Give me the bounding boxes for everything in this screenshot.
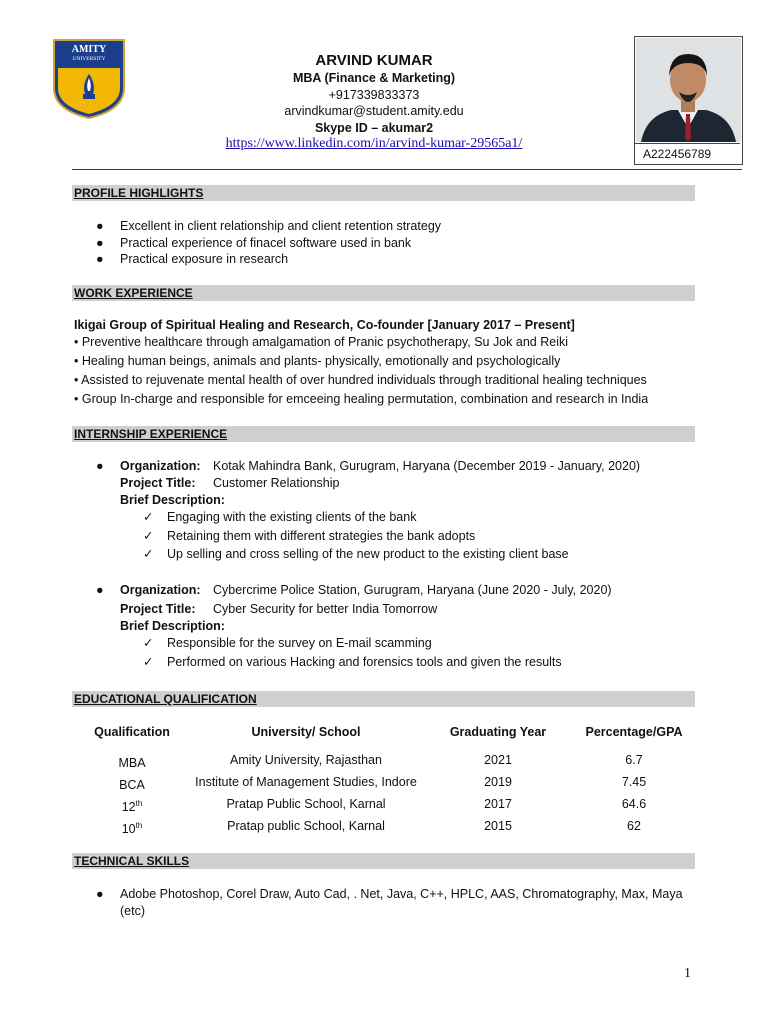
table-header: Percentage/GPA [585, 725, 683, 739]
section-work-experience [72, 285, 695, 301]
list-item-text: Up selling and cross selling of the new product to the existing client base [167, 547, 569, 561]
amity-university-logo [52, 38, 126, 120]
table-cell: BCA [119, 778, 145, 793]
project-label: Project Title: [120, 602, 196, 616]
candidate-degree: MBA (Finance & Marketing) [292, 71, 456, 85]
table-cell: 62 [627, 819, 641, 833]
brief-description-label: Brief Description: [120, 493, 225, 507]
table-cell: Pratap Public School, Karnal [226, 797, 386, 811]
project-label: Project Title: [120, 476, 196, 490]
logo-text-amity: AMITY [71, 44, 107, 55]
list-item: ● Practical experience of finacel software used in bank [96, 236, 412, 250]
table-cell: Pratap public School, Karnal [227, 819, 385, 833]
table-cell: 12th [121, 799, 143, 815]
table-header: Qualification [94, 725, 170, 739]
list-item: ✓ Up selling and cross selling of the new product to the existing client base [143, 547, 569, 561]
list-item-text: Adobe Photoshop, Corel Draw, Auto Cad, . Net, Java, C++, HPLC, AAS, Chromatography, Max, Maya [120, 887, 683, 901]
table-cell: 2017 [484, 797, 512, 811]
work-item: • Preventive healthcare through amalgamation of Pranic psychotherapy, Su Jok and Reiki [74, 335, 569, 349]
table-cell: 2021 [484, 753, 512, 767]
list-item-text: Responsible for the survey on E-mail scamming [167, 636, 432, 650]
list-item-text: Performed on various Hacking and forensics tools and given the results [167, 655, 562, 669]
list-item-continuation: (etc) [120, 904, 145, 918]
list-item: ● Practical exposure in research [96, 252, 289, 266]
page-number: 1 [684, 966, 691, 981]
organization-label: Organization: [120, 583, 201, 597]
organization-value: Kotak Mahindra Bank, Gurugram, Haryana (December 2019 - January, 2020) [213, 459, 641, 473]
list-item: ● Excellent in client relationship and client retention strategy [96, 219, 442, 233]
internship-organization: ● Organization: Kotak Mahindra Bank, Gurugram, Haryana (December 2019 - January, 2020) [96, 459, 641, 473]
list-item: ● Adobe Photoshop, Corel Draw, Auto Cad, . Net, Java, C++, HPLC, AAS, Chromatography, Max, Maya [96, 887, 683, 901]
linkedin-link[interactable]: https://www.linkedin.com/in/arvind-kumar-29565a1/ [225, 136, 523, 151]
logo-text-university: UNIVERSITY [72, 56, 106, 62]
table-cell: 6.7 [625, 753, 643, 767]
section-title: INTERNSHIP EXPERIENCE [74, 427, 228, 441]
internship-project [120, 475, 339, 492]
internship-project [120, 601, 437, 618]
list-item: ✓ Engaging with the existing clients of the bank [143, 510, 417, 524]
section-title: WORK EXPERIENCE [74, 286, 193, 300]
list-item: ✓ Performed on various Hacking and forensics tools and given the results [143, 655, 562, 669]
list-item-text: Retaining them with different strategies the bank adopts [167, 529, 476, 543]
work-item: • Healing human beings, animals and plants- physically, emotionally and psychologically [74, 354, 561, 368]
project-value: Customer Relationship [213, 476, 340, 490]
internship-organization: ● Organization: Cybercrime Police Station, Gurugram, Haryana (June 2020 - July, 2020) [96, 583, 612, 597]
section-title: PROFILE HIGHLIGHTS [74, 186, 204, 200]
section-internship-experience [72, 426, 695, 442]
brief-description-label: Brief Description: [120, 619, 225, 633]
table-header: University/ School [251, 725, 361, 739]
table-cell: MBA [118, 756, 146, 771]
phone-number: +917339833373 [328, 87, 420, 102]
section-technical-skills [72, 853, 695, 869]
organization-label: Organization: [120, 459, 201, 473]
list-item: ✓ Retaining them with different strategies the bank adopts [143, 529, 476, 543]
work-heading: Ikigai Group of Spiritual Healing and Research, Co-founder [January 2017 – Present] [74, 318, 575, 332]
list-item: ✓ Responsible for the survey on E-mail scamming [143, 636, 432, 650]
list-item-text: Excellent in client relationship and client retention strategy [120, 219, 442, 233]
table-cell: 64.6 [621, 797, 647, 811]
table-cell: 7.45 [621, 775, 647, 789]
section-educational-qualification [72, 691, 695, 707]
table-cell: 2019 [484, 775, 512, 789]
table-header: Graduating Year [449, 725, 547, 739]
table-cell: Amity University, Rajasthan [230, 753, 382, 767]
section-profile-highlights [72, 185, 695, 201]
organization-value: Cybercrime Police Station, Gurugram, Haryana (June 2020 - July, 2020) [213, 583, 612, 597]
skype-id: Skype ID – akumar2 [314, 120, 434, 135]
email-address: arvindkumar@student.amity.edu [284, 104, 464, 118]
project-value: Cyber Security for better India Tomorrow [213, 602, 438, 616]
table-cell: 10th [121, 821, 143, 837]
profile-photo-frame [634, 36, 743, 165]
work-item: • Group In-charge and responsible for emceeing healing permutation, combination and research in India [74, 392, 649, 406]
section-title: TECHNICAL SKILLS [74, 854, 190, 868]
list-item-text: Practical exposure in research [120, 252, 289, 266]
section-title: EDUCATIONAL QUALIFICATION [74, 692, 257, 706]
table-cell: Institute of Management Studies, Indore [195, 775, 417, 789]
table-cell: 2015 [484, 819, 512, 833]
photo-id-label: A222456789 [635, 143, 740, 163]
list-item-text: Practical experience of finacel software used in bank [120, 236, 412, 250]
list-item-text: Engaging with the existing clients of the bank [167, 510, 417, 524]
resume-header [150, 52, 598, 153]
profile-photo [636, 38, 741, 142]
work-item: • Assisted to rejuvenate mental health of over hundred individuals through traditional healing techniques [74, 373, 647, 387]
candidate-name: ARVIND KUMAR [315, 52, 433, 69]
header-divider [72, 169, 742, 170]
